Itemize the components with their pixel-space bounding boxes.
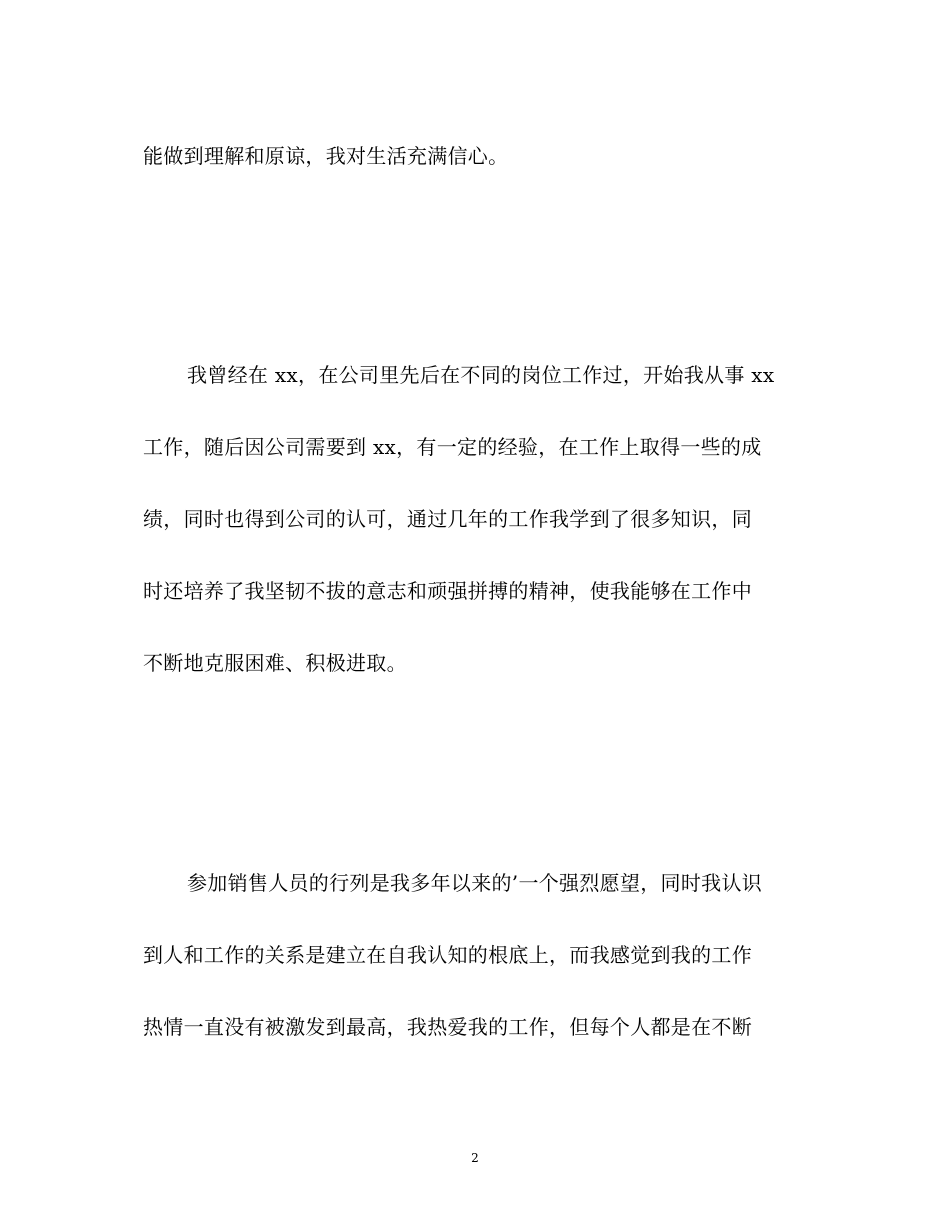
page-number: 2 <box>471 1151 479 1165</box>
paragraph-3-line-3: 热情一直没有被激发到最高，我热爱我的工作，但每个人都是在不断 <box>143 1015 752 1039</box>
paragraph-2-line-2: 工作，随后因公司需要到 xx，有一定的经验，在工作上取得一些的成 <box>143 435 762 459</box>
paragraph-2-line-3: 绩，同时也得到公司的认可，通过几年的工作我学到了很多知识，同 <box>143 507 752 531</box>
paragraph-3-line-1: 参加销售人员的行列是我多年以来的’一个强烈愿望，同时我认识 <box>187 871 763 895</box>
paragraph-2-line-5: 不断地克服困难、积极进取。 <box>143 651 407 675</box>
paragraph-2-line-1: 我曾经在 xx，在公司里先后在不同的岗位工作过，开始我从事 xx <box>187 363 775 387</box>
paragraph-3-line-2: 到人和工作的关系是建立在自我认知的根底上，而我感觉到我的工作 <box>143 943 752 967</box>
paragraph-1-line-1: 能做到理解和原谅，我对生活充满信心。 <box>143 144 509 168</box>
paragraph-2-line-4: 时还培养了我坚韧不拔的意志和顽强拼搏的精神，使我能够在工作中 <box>143 579 752 603</box>
